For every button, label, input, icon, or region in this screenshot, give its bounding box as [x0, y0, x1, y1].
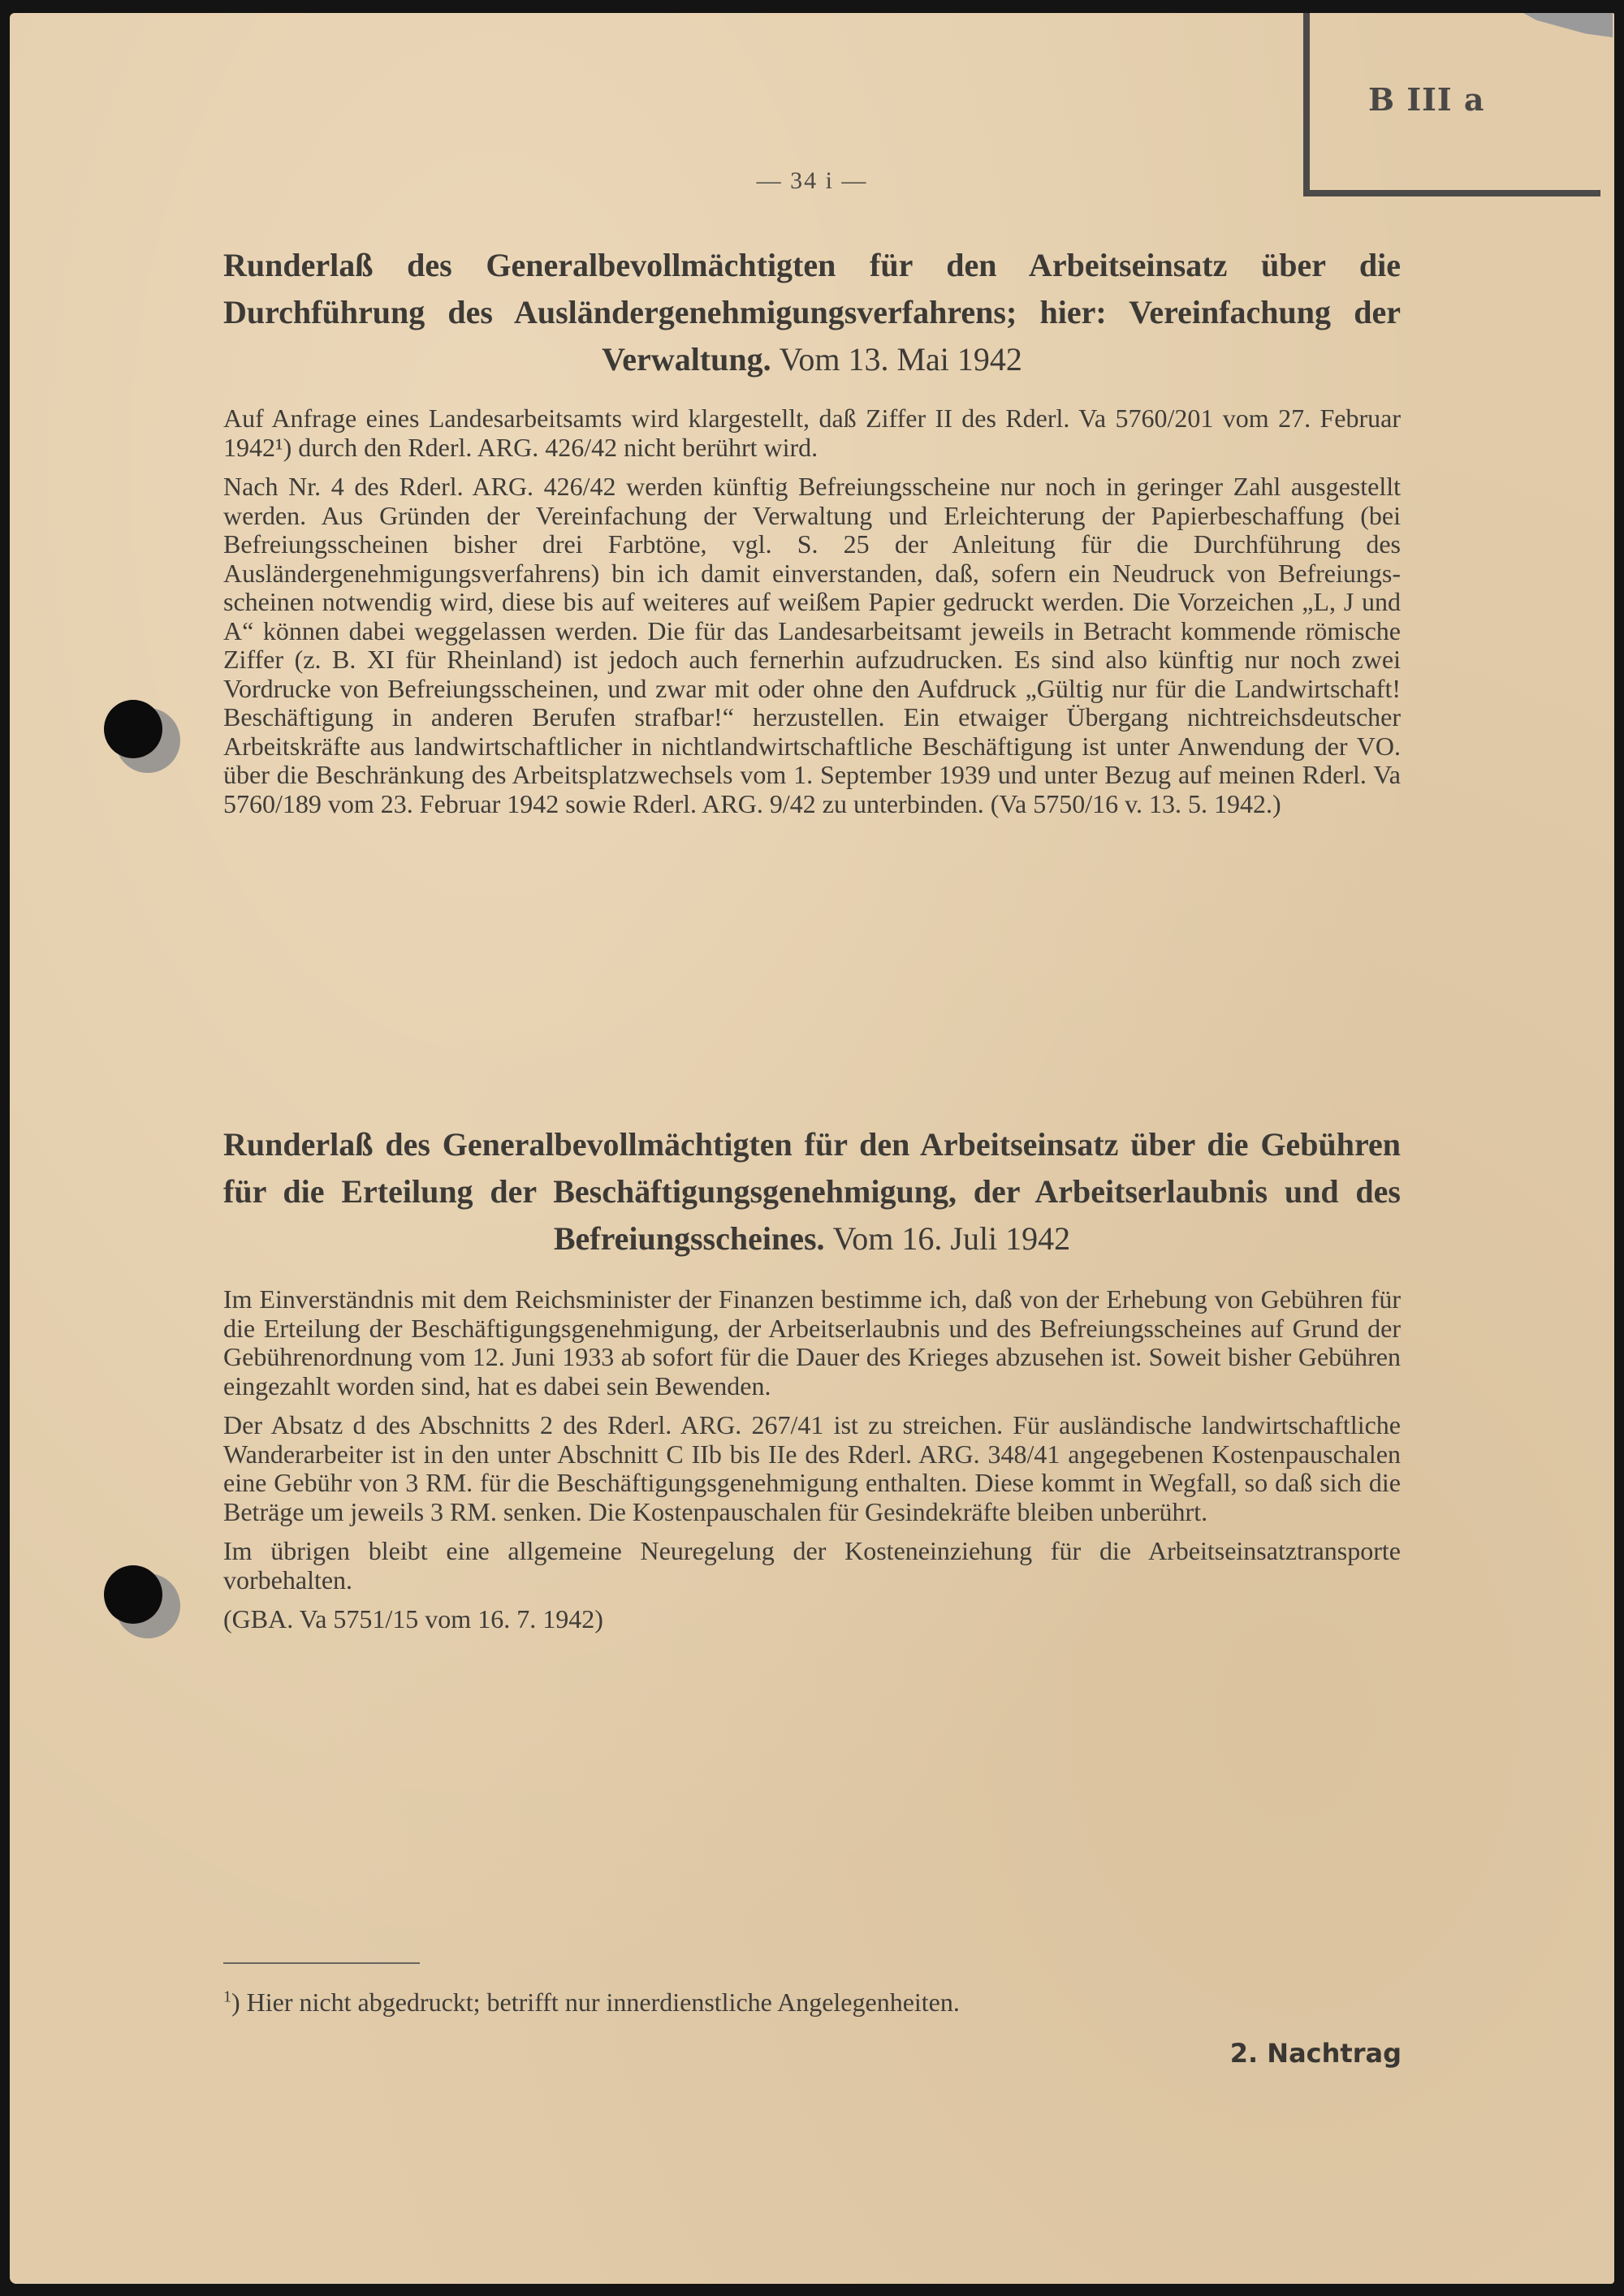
heading-date: Vom 13. Mai 1942	[779, 341, 1022, 378]
section-heading	[223, 242, 1401, 383]
reference-line: (GBA. Va 5751/15 vom 16. 7. 1942)	[223, 1604, 603, 1634]
paragraph: Im übrigen bleibt eine allgemeine Neuregelung der Kosteneinziehung für die Arbeitseinsatztransporte vorbehalten.	[223, 1536, 1401, 1595]
supplement-label: 2. Nachtrag	[1229, 2038, 1402, 2069]
register-tab-label: B III a	[1368, 81, 1485, 118]
section-heading	[223, 1121, 1401, 1262]
heading-title: Runderlaß des Generalbevollmächtigten für den Arbeitseinsatz über die Durchführung des Ausländergenehmigungsverfahrens; hier: Vereinfachung der Verwaltung.	[223, 247, 1401, 378]
document-page	[10, 13, 1614, 2284]
footnote-marker: 1	[223, 1987, 231, 2006]
footnote-text: ) Hier nicht abgedruckt; betrifft nur innerdienstliche Angelegenheiten.	[231, 1987, 960, 2017]
footnote-divider	[223, 1962, 420, 1964]
page-number: — 34 i —	[756, 167, 868, 194]
punch-hole	[104, 1565, 162, 1624]
heading-title: Runderlaß des Generalbevollmächtigten für den Arbeitseinsatz über die Gebühren für die Erteilung der Beschäftigungsgenehmigung, der Arbeitserlaubnis und des Befreiungsscheines.	[223, 1126, 1401, 1257]
paragraph: Der Absatz d des Abschnitts 2 des Rderl. ARG. 267/41 ist zu streichen. Für ausländische landwirtschaftliche Wanderarbeiter ist in den unter Abschnitt C IIb bis IIe des Rderl. ARG. 348/41 angegebenen Kostenpauschalen eine Gebühr von 3 RM. für die Beschäftigungsgenehmigung enthalten. Diese kommt in Wegfall, so daß sich die Beträge um jeweils 3 RM. senken. Die Kostenpauschalen für Gesindekräfte bleiben unberührt.	[223, 1410, 1401, 1526]
decree-section	[223, 1121, 1401, 1645]
footnote	[223, 1987, 960, 2018]
heading-date: Vom 16. Juli 1942	[832, 1220, 1071, 1257]
paragraph: Im Einverständnis mit dem Reichsminister der Finanzen bestimme ich, daß von der Erhebung von Gebühren für die Erteilung der Beschäftigungsgenehmigung, der Arbeitserlaubnis und des Befreiungsscheines auf Grund der Gebührenordnung vom 12. Juni 1933 ab sofort für die Dauer des Krieges abzusehen ist. Soweit bisher Gebühren eingezahlt worden sind, hat es dabei sein Bewenden.	[223, 1284, 1401, 1400]
paragraph: Nach Nr. 4 des Rderl. ARG. 426/42 werden künftig Befreiungsscheine nur noch in geringer Zahl ausgestellt werden. Aus Gründen der Vereinfachung der Verwaltung und Erleichterung der Papierbeschaffung (bei Befreiungsscheinen bisher drei Farbtöne, vgl. S. 25 der Anleitung für die Durchführung des Ausländergenehmigungsverfahrens) bin ich damit einverstanden, daß, sofern ein Neudruck von Befreiungsscheinen notwendig wird, diese bis auf weiteres auf weißem Papier gedruckt werden. Die Vorzeichen „L, J und A“ können dabei weggelassen werden. Die für das Landesarbeitsamt jeweils in Betracht kommende römische Ziffer (z. B. XI für Rheinland) ist jedoch auch fernerhin aufzudrucken. Es sind also künftig nur noch zwei Vordrucke von Befreiungsscheinen, und zwar mit oder ohne den Aufdruck „Gültig nur für die Landwirtschaft! Beschäftigung in anderen Berufen strafbar!“ herzustellen. Ein etwaiger Übergang nichtreichsdeutscher Arbeitskräfte aus landwirtschaftlicher in nichtlandwirtschaftliche Beschäftigung ist unter Anwendung der VO. über die Beschränkung des Arbeitsplatzwechsels vom 1. September 1939 und unter Bezug auf meinen Rderl. Va 5760/189 vom 23. Februar 1942 sowie Rderl. ARG. 9/42 zu unterbinden. (Va 5750/16 v. 13. 5. 1942.)	[223, 472, 1401, 818]
decree-section	[223, 242, 1401, 829]
paragraph: Auf Anfrage eines Landesarbeitsamts wird klargestellt, daß Ziffer II des Rderl. Va 5760/201 vom 27. Februar 1942¹) durch den Rderl. ARG. 426/42 nicht berührt wird.	[223, 404, 1401, 462]
punch-hole	[104, 700, 162, 758]
